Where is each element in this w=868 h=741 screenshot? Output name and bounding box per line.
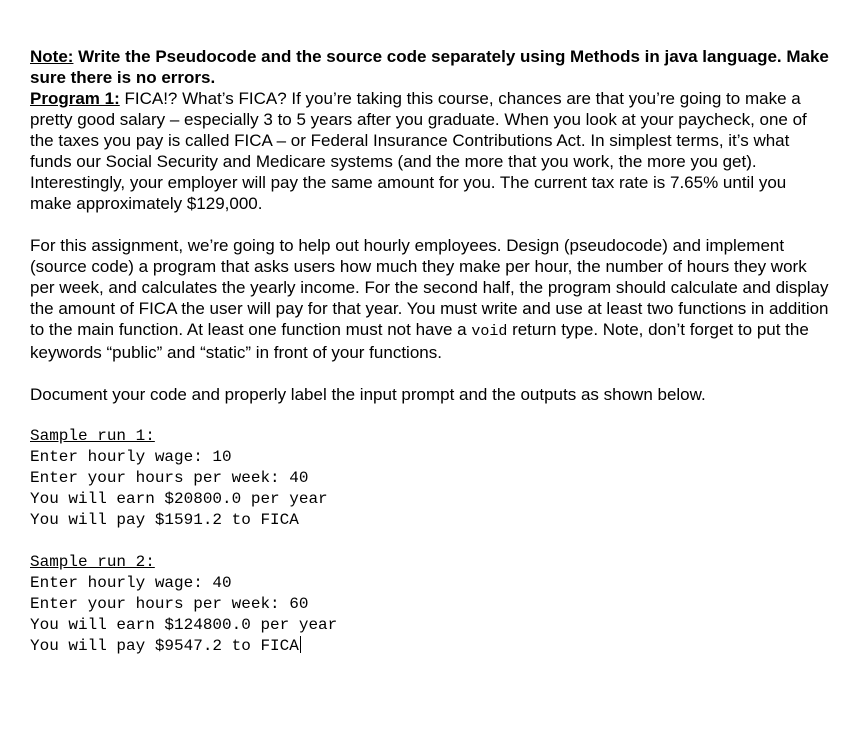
sample-run-line: You will pay $1591.2 to FICA [30,511,299,529]
sample-run-2 [30,552,830,657]
sample-run-line: Enter hourly wage: 10 [30,448,232,466]
spacer [30,214,830,235]
sample-run-line: Enter hourly wage: 40 [30,574,232,592]
program-paragraph [30,88,830,214]
assignment-text-after: return type. Note, don’t forget to put the keywords “public” and “static” in front of your functions. [30,320,809,362]
program-label: Program 1: [30,89,120,108]
sample-run-line: You will earn $124800.0 per year [30,616,338,634]
sample-run-line: Enter your hours per week: 40 [30,469,309,487]
document-instruction: Document your code and properly label the input prompt and the outputs as shown below. [30,385,706,404]
sample-run-line: You will earn $20800.0 per year [30,490,328,508]
assignment-paragraph [30,235,830,363]
assignment-text-before: For this assignment, we’re going to help out hourly employees. Design (pseudocode) and implement (source code) a program that asks users how much they make per hour, the number of hours they work per week, and calculates the yearly income. For the second half, the program should calculate and display the amount of FICA the user will pay for that year. You must write and use at least two functions in addition to the main function. At least one function must not have a [30,236,829,339]
program-text: FICA!? What’s FICA? If you’re taking this course, chances are that you’re going to make a pretty good salary – especially 3 to 5 years after you graduate. When you look at your paycheck, one of the taxes you pay is called FICA – or Federal Insurance Contributions Act. In simplest terms, it’s what funds our Social Security and Medicare systems (and the more that you work, the more you get). Interestingly, your employer will pay the same amount for you. The current tax rate is 7.65% until you make approximately $129,000. [30,89,807,213]
spacer [30,363,830,384]
spacer [30,405,830,426]
note-text: Write the Pseudocode and the source code separately using Methods in java language. Make sure there is no errors. [30,47,829,87]
sample-run-title: Sample run 2: [30,553,155,571]
sample-run-line: Enter your hours per week: 60 [30,595,309,613]
text-cursor [300,636,301,653]
sample-run-line: You will pay $9547.2 to FICA [30,637,299,655]
sample-run-last-line[interactable] [30,636,830,657]
document-body [30,46,830,657]
sample-run-title: Sample run 1: [30,427,155,445]
sample-run-1 [30,426,830,531]
spacer [30,531,830,552]
note-paragraph [30,46,830,88]
note-label: Note: [30,47,74,66]
void-keyword: void [471,323,508,340]
